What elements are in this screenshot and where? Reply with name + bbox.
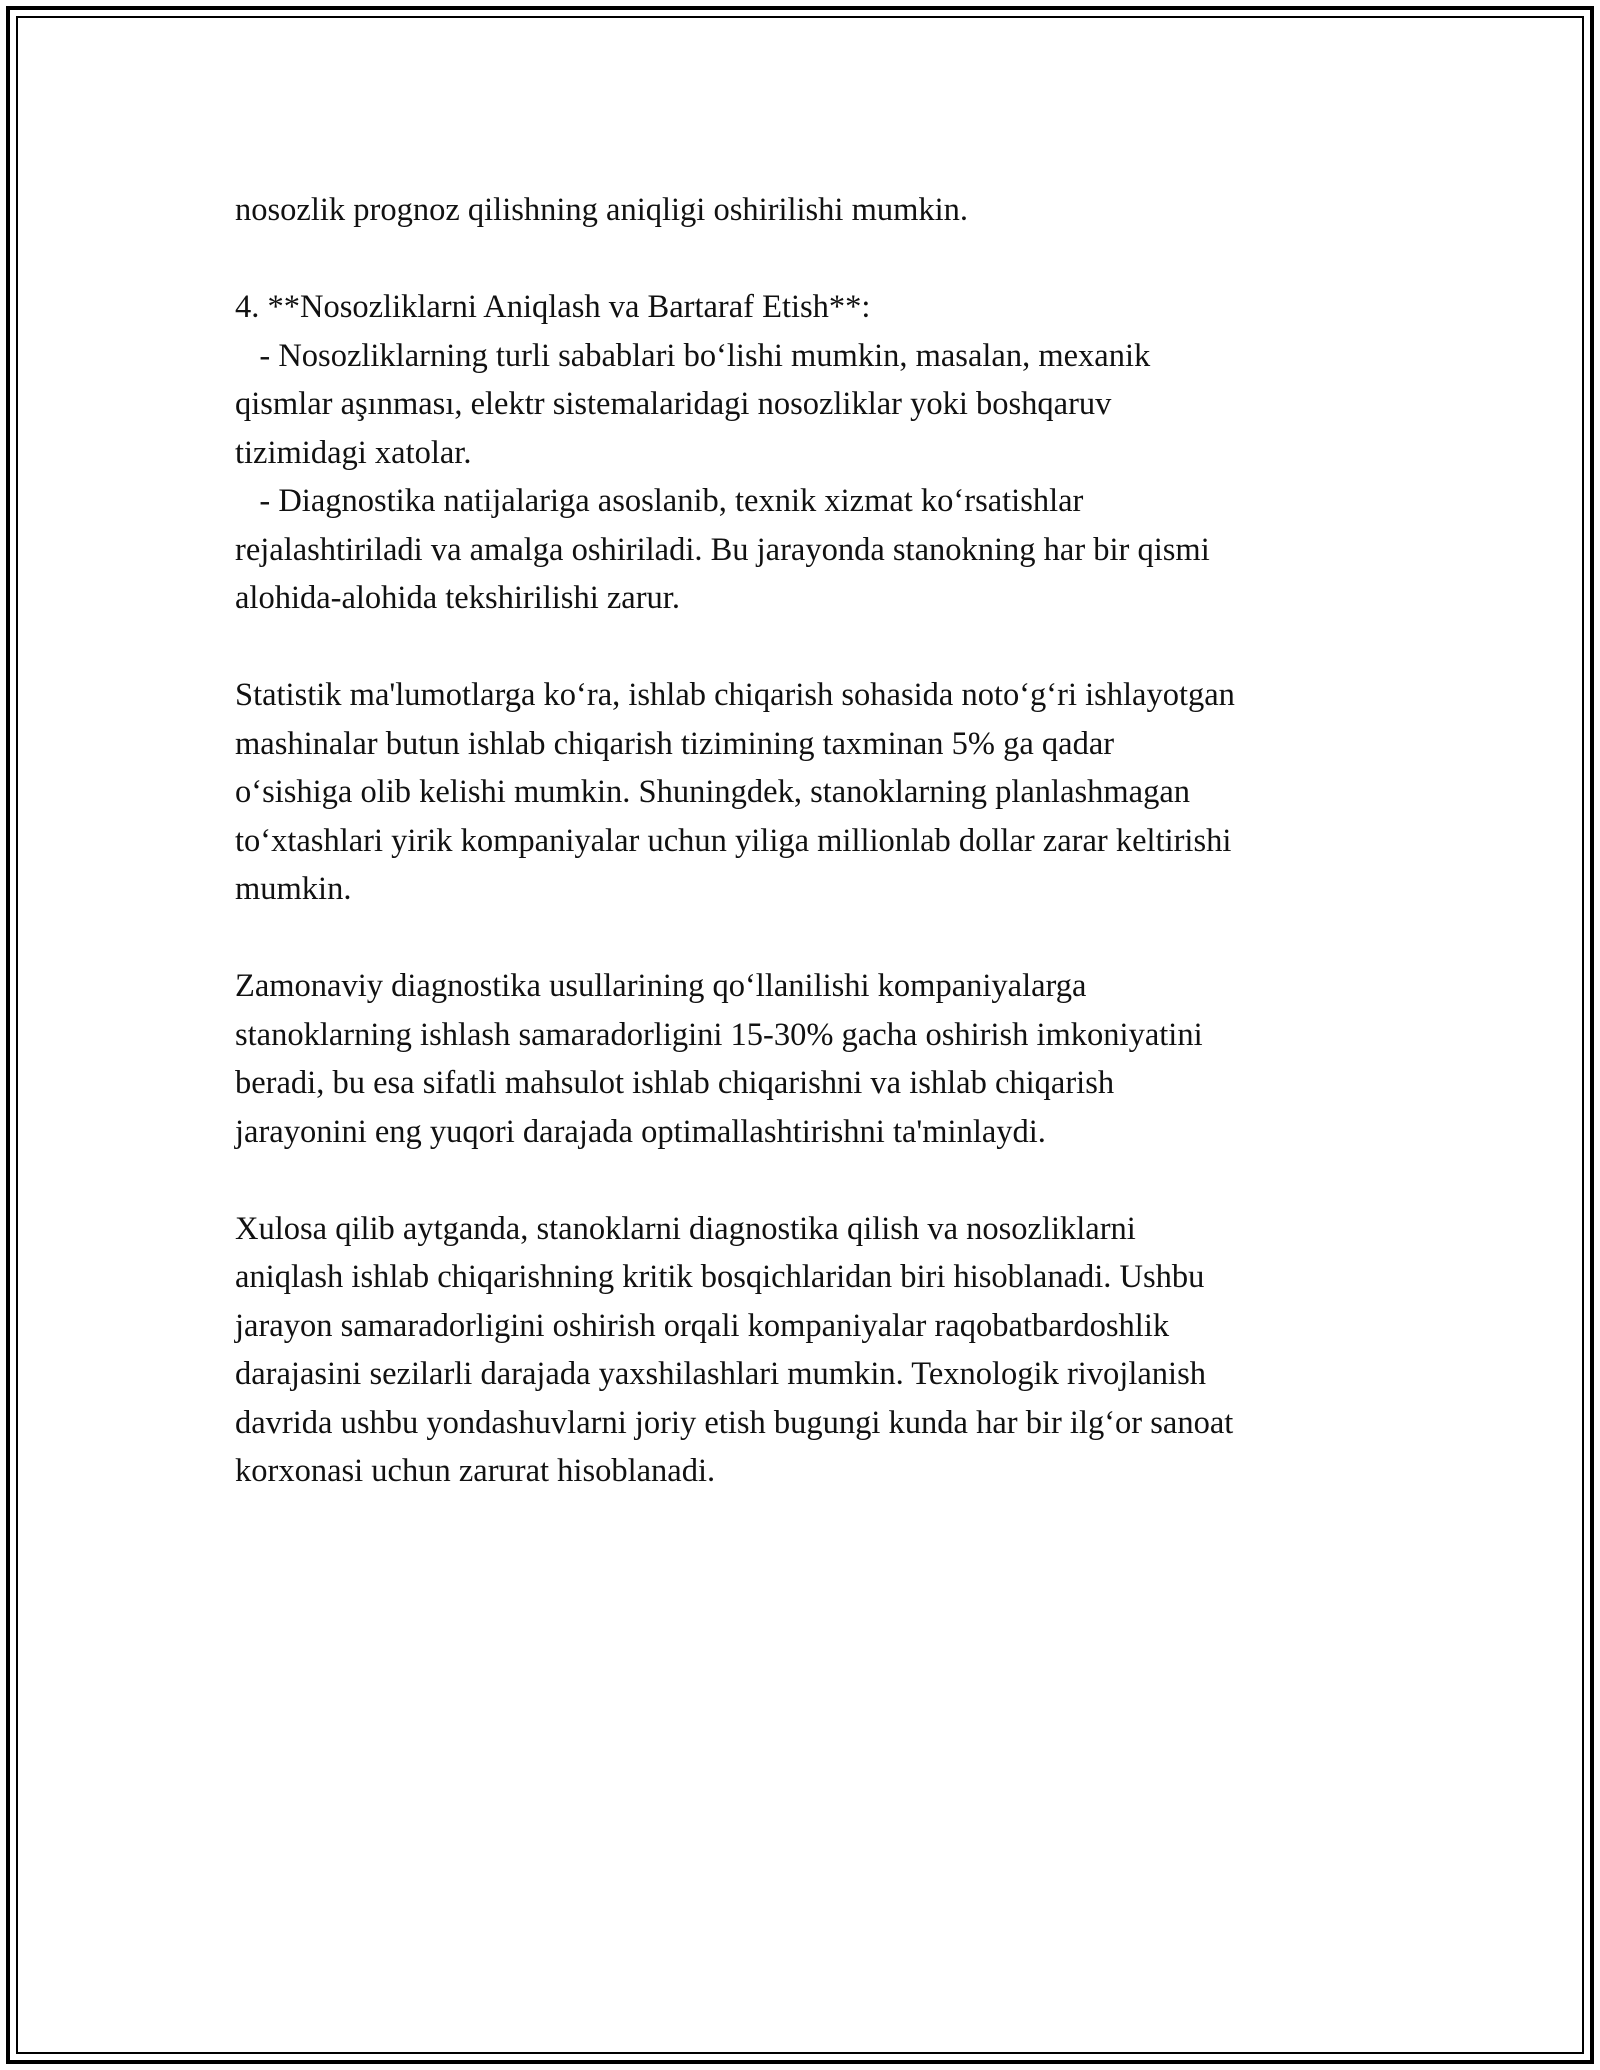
text-line: korxonasi uchun zarurat hisoblanadi. <box>235 1453 716 1489</box>
text-line: aniqlash ishlab chiqarishning kritik bosqichlaridan biri hisoblanadi. Ushbu <box>235 1259 1205 1295</box>
paragraph-statistics <box>235 671 1395 914</box>
text-line: Zamonaviy diagnostika usullarining qo‘llanilishi kompaniyalarga <box>235 968 1087 1004</box>
paragraph-gap <box>235 623 1395 672</box>
text-line: davrida ushbu yondashuvlarni joriy etish bugungi kunda har bir ilg‘or sanoat <box>235 1404 1234 1441</box>
paragraph-gap <box>235 914 1395 963</box>
paragraph-continuation <box>235 186 1395 235</box>
text-line: alohida-alohida tekshirilishi zarur. <box>235 580 680 616</box>
bullet-item-maintenance <box>235 477 1395 623</box>
text-line: qismlar aşınması, elektr sistemalaridagi nosozliklar yoki boshqaruv <box>235 386 1112 422</box>
section-4 <box>235 283 1395 623</box>
text-line: mashinalar butun ishlab chiqarish tizimining taxminan 5% ga qadar <box>235 725 1115 762</box>
text-line: Statistik ma'lumotlarga ko‘ra, ishlab chiqarish sohasida noto‘g‘ri ishlayotgan <box>235 677 1235 713</box>
text-line: stanoklarning ishlash samaradorligini 15-30% gacha oshirish imkoniyatini <box>235 1016 1203 1053</box>
bullet-item-causes <box>235 332 1395 478</box>
paragraph-modern-methods <box>235 962 1395 1156</box>
text-line: mumkin. <box>235 871 352 907</box>
paragraph-gap <box>235 235 1395 284</box>
paragraph-conclusion <box>235 1205 1395 1496</box>
text-line: - Nosozliklarning turli sabablari bo‘lishi mumkin, masalan, mexanik <box>235 337 1151 374</box>
text-line: darajasini sezilarli darajada yaxshilashlari mumkin. Texnologik rivojlanish <box>235 1356 1206 1392</box>
text-line: beradi, bu esa sifatli mahsulot ishlab chiqarishni va ishlab chiqarish <box>235 1065 1115 1101</box>
text-line: nosozlik prognoz qilishning aniqligi oshirilishi mumkin. <box>235 192 969 228</box>
text-line: jarayonini eng yuqori darajada optimallashtirishni ta'minlaydi. <box>235 1113 1046 1150</box>
paragraph-gap <box>235 1156 1395 1205</box>
text-line: Xulosa qilib aytganda, stanoklarni diagnostika qilish va nosozliklarni <box>235 1210 1136 1247</box>
text-line: - Diagnostika natijalariga asoslanib, texnik xizmat ko‘rsatishlar <box>235 483 1084 519</box>
text-line: jarayon samaradorligini oshirish orqali kompaniyalar raqobatbardoshlik <box>235 1307 1170 1344</box>
text-line: o‘sishiga olib kelishi mumkin. Shuningdek, stanoklarning planlashmagan <box>235 774 1191 810</box>
text-line: tizimidagi xatolar. <box>235 434 472 471</box>
text-line: rejalashtiriladi va amalga oshiriladi. Bu jarayonda stanokning har bir qismi <box>235 531 1210 568</box>
text-line: to‘xtashlari yirik kompaniyalar uchun yiliga millionlab dollar zarar keltirishi <box>235 822 1232 859</box>
document-body <box>235 186 1395 1496</box>
section-heading: 4. **Nosozliklarni Aniqlash va Bartaraf Etish**: <box>235 289 871 325</box>
